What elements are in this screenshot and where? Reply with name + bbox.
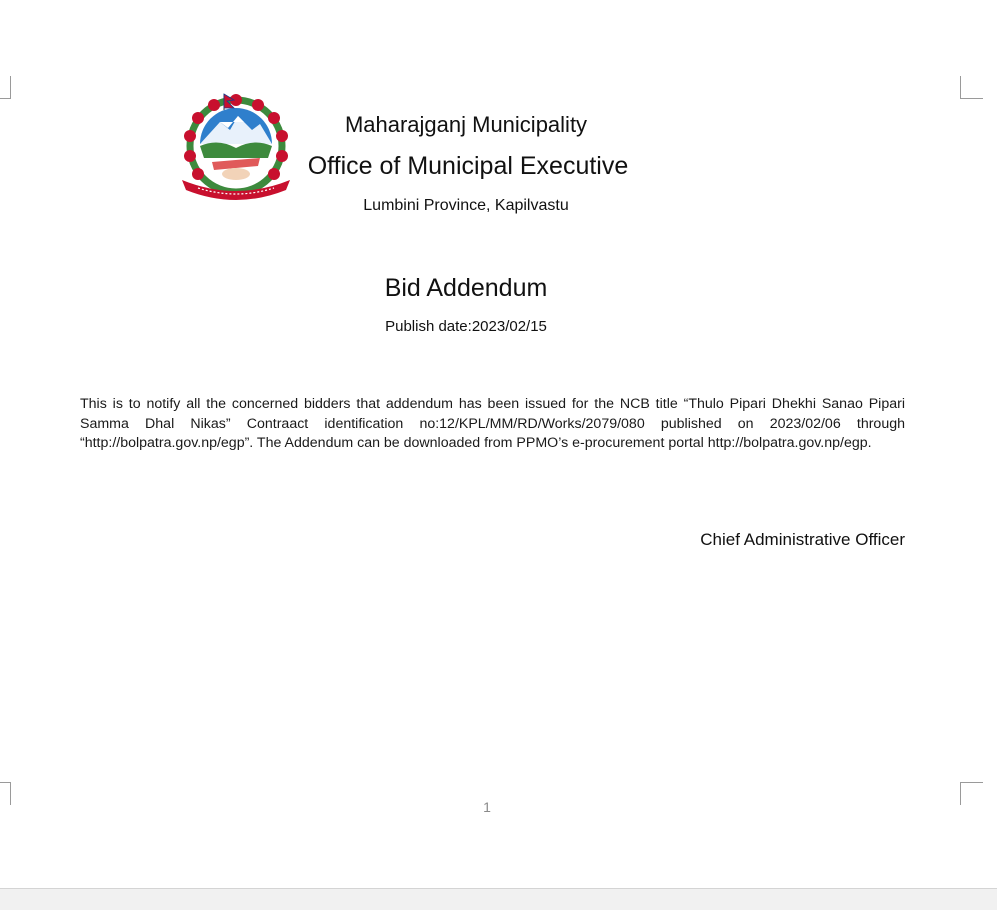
margin-corner-bottom-right <box>960 782 983 805</box>
nepal-government-emblem-icon <box>178 92 294 204</box>
page-number: 1 <box>483 799 491 815</box>
office-name: Office of Municipal Executive <box>307 152 629 180</box>
signature-title: Chief Administrative Officer <box>700 530 905 549</box>
document-title: Bid Addendum <box>384 274 548 302</box>
margin-corner-bottom-left <box>0 782 11 805</box>
publish-date: Publish date:2023/02/15 <box>385 318 547 335</box>
municipality-name: Maharajganj Municipality <box>344 112 588 137</box>
notice-body: This is to notify all the concerned bidders that addendum has been issued for the NCB title “Thulo Pipari Dhekhi Sanao Pipari Samma Dhal Nikas” Contraact identification no:12/KPL/MM/RD/Works/2079/080 published on 2023/02/06 through “http://bolpatra.gov.np/egp”. The Addendum can be downloaded from PPMO’s e-procurement portal http://bolpatra.gov.np/egp. <box>80 396 905 451</box>
margin-corner-top-left <box>0 76 11 99</box>
province-address: Lumbini Province, Kapilvastu <box>363 197 569 214</box>
margin-corner-top-right <box>960 76 983 99</box>
